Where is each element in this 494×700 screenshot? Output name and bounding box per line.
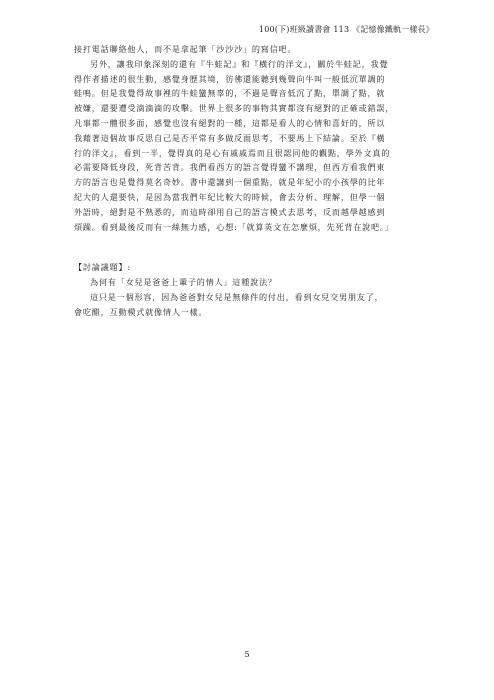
text-line: 蛙鳴。但是我覺得故事裡的牛蛙蠻無辜的，不過是聲音低沉了點，單調了點，就	[74, 88, 386, 99]
text-line: 必需要降低身段，死背苦背。我們看西方的語言覺得蠻不講理，但西方看我們東	[74, 162, 386, 173]
text-line: 紀大的人還要快，是因為當我們年紀比較大的時候，會去分析、理解，但學一個	[74, 191, 386, 202]
discussion-title: 【討論議題】:	[74, 262, 131, 273]
text-line: 這只是一個形容，因為爸爸對女兒是無條件的付出，看到女兒交男朋友了，	[90, 291, 384, 302]
text-line: 我藉著這個故事反思自己是否平常有多做反面思考，不要馬上下結論。至於『橫	[74, 132, 386, 143]
paragraph-2	[74, 57, 426, 235]
document-body	[74, 42, 426, 320]
discussion-answer	[74, 290, 426, 320]
page-header: 100(下)班級讀書會 113 《記憶像鐵軌一樣長》	[258, 25, 434, 34]
text-line: 接打電話聯絡他人，而不是拿起筆「沙沙沙」的寫信吧。	[74, 44, 297, 54]
text-line: 凡事都一體很多面，感覺也沒有絕對的一種，這都是看人的心情和喜好的，所以	[74, 117, 386, 128]
page-number: 5	[244, 650, 250, 659]
text-line: 外語時，絕對是不熟悉的，而這時卻用自己的語言模式去思考，反而越學越感到	[74, 206, 386, 217]
text-line: 得作者描述的很生動，感覺身歷其境，彷彿還能聽到幾聲向牛叫一般低沉單調的	[74, 73, 386, 84]
paragraph-1	[74, 42, 426, 57]
text-line: 被嫌，還要遭受滴滴滴的攻擊。世界上很多的事物其實都沒有絕對的正確或錯誤，	[74, 103, 395, 114]
text-line: 行的洋文』，看到一半，覺得真的是心有戚戚焉而且很認同他的觀點，學外文真的	[74, 147, 391, 158]
text-line: 另外，讓我印象深刻的還有『牛蛙記』和『橫行的洋文』，關於牛蛙記，我覺	[90, 58, 389, 69]
discussion-question: 為何有「女兒是爸爸上輩子的情人」這種說法？	[90, 277, 277, 288]
text-line: 方的語言也是覺得莫名奇妙。書中還講到一個重點，就是年紀小的小孩學的比年	[74, 177, 386, 188]
text-line: 煩躁。看到最後反而有一絲無力感，心想:「就算英文在怎麼煩，先死背在說吧。」	[74, 221, 394, 232]
text-line: 會吃醋，互動模式就像情人一樣。	[74, 306, 208, 317]
